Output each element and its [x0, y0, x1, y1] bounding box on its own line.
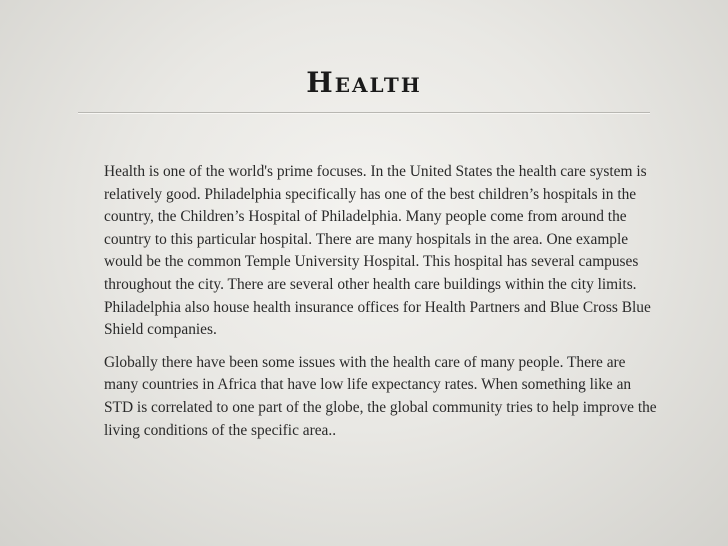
- slide-title: Health: [306, 66, 422, 99]
- slide-body: [104, 161, 660, 452]
- title-divider: [78, 112, 650, 113]
- paragraph-1: Health is one of the world's prime focuses. In the United States the health care system is relatively good. Philadelphia specifically has one of the best children’s hospitals in the country, the Children’s Hospital of Philadelphia. Many people come from around the country to this particular hospital. There are many hospitals in the area. One example would be the common Temple University Hospital. This hospital has several campuses throughout the city. There are several other health care buildings within the city limits. Philadelphia also house health insurance offices for Health Partners and Blue Cross Blue Shield companies.: [104, 163, 651, 339]
- paragraph-2: Globally there have been some issues with the health care of many people. There are many countries in Africa that have low life expectancy rates. When something like an STD is correlated to one part of the globe, the global community tries to help improve the living conditions of the specific area..: [104, 353, 657, 439]
